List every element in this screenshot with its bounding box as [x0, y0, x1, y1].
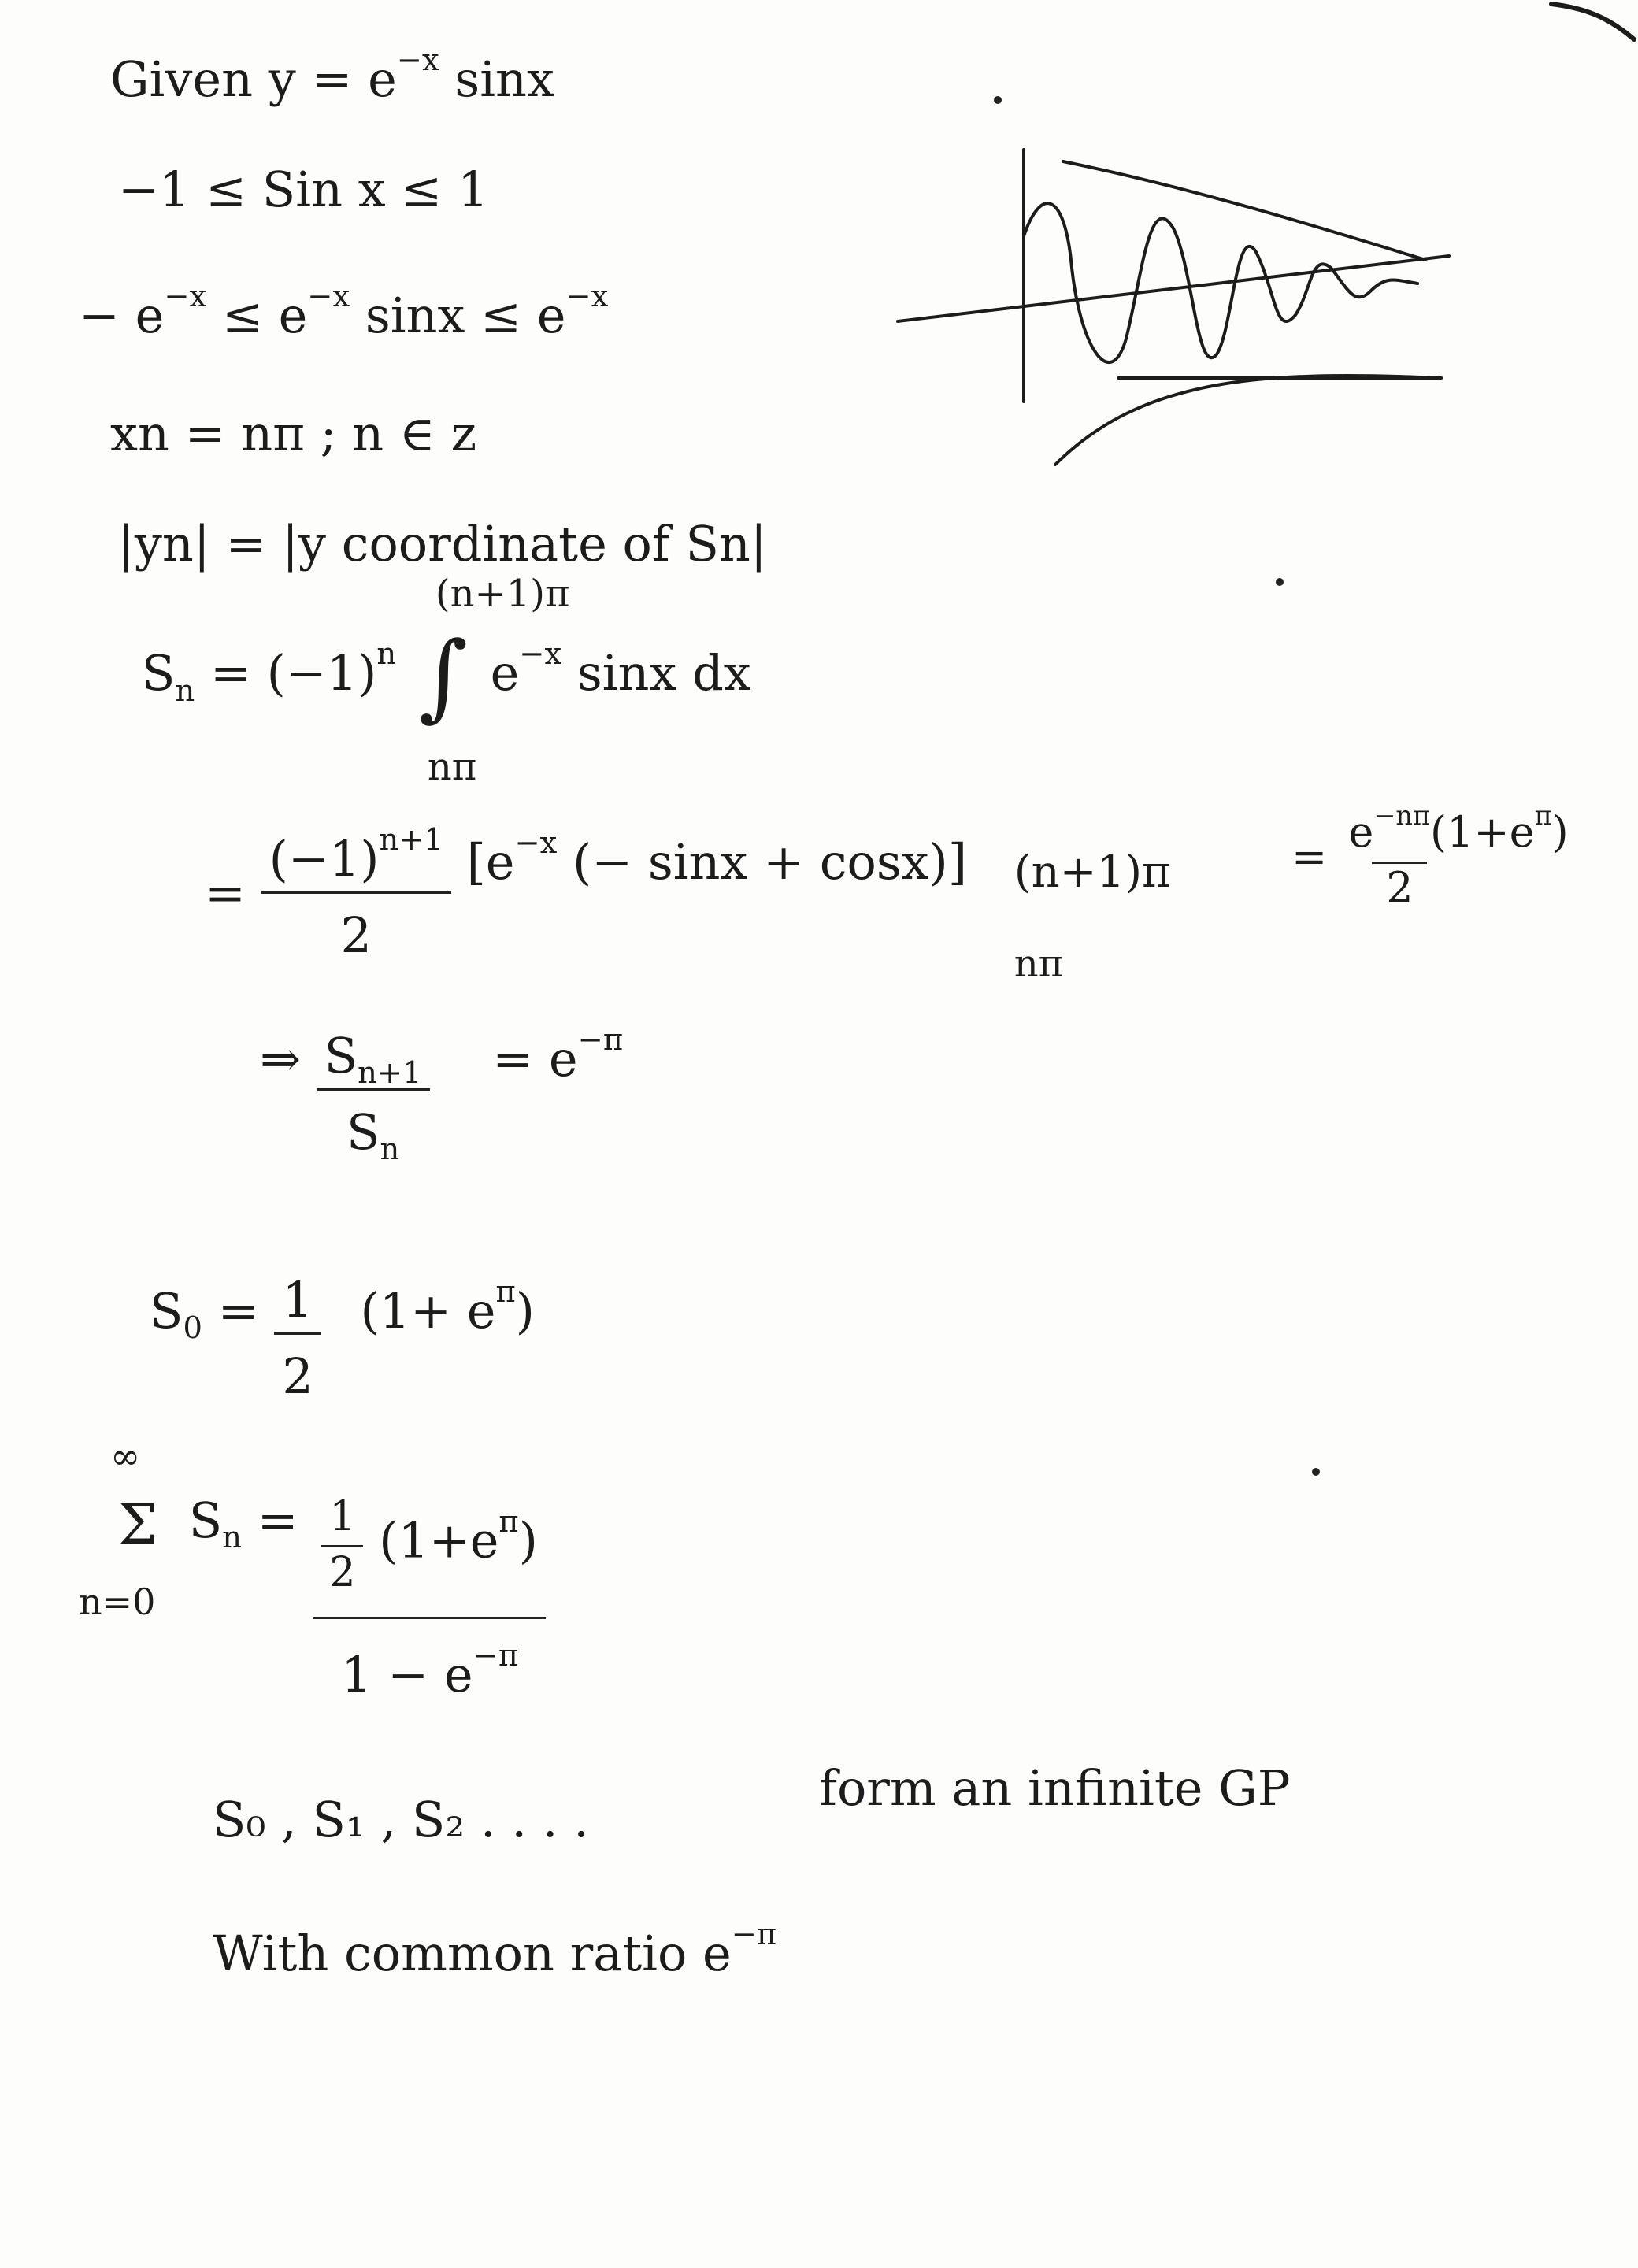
- s0-equation: [150, 1271, 535, 1405]
- s0-equals: =: [202, 1281, 275, 1340]
- sigma-upper: ∞: [110, 1434, 141, 1477]
- eval-result-base: e: [1348, 807, 1374, 857]
- sum-sn: S: [188, 1492, 223, 1549]
- ratio-rhs-exp: −π: [577, 1021, 624, 1058]
- sketch-lower-envelope: [1055, 376, 1441, 465]
- sum-den: 1 − e: [341, 1646, 473, 1703]
- sum-equation: [79, 1434, 546, 1703]
- eval-coef-den: 2: [340, 906, 372, 964]
- ratio-den: S: [346, 1103, 380, 1161]
- sine-bounds: [118, 161, 489, 218]
- common-ratio-exp: −π: [731, 1917, 777, 1953]
- sn-sign-factor: = (−1): [195, 644, 377, 702]
- bound-mid: ≤ e: [206, 287, 308, 344]
- eval-result-den: 2: [1372, 862, 1427, 910]
- ratio-fraction: [317, 1027, 430, 1168]
- sn-sign-exp: n: [376, 636, 397, 673]
- s0-tail: (1+ e: [360, 1281, 496, 1340]
- s0-close: ): [515, 1281, 535, 1340]
- eval-equals: =: [205, 864, 246, 922]
- gp-statement: [819, 1759, 1291, 1817]
- given-exponent: −x: [396, 43, 439, 79]
- given-tail: sinx: [439, 50, 554, 108]
- given-lead: Given y = e: [110, 50, 397, 108]
- sum-num-close: ): [518, 1511, 538, 1569]
- xn-text: xn = nπ ; n ∈ z: [110, 405, 477, 462]
- s0-den: 2: [282, 1347, 313, 1405]
- integral-upper-limit: (n+1)π: [435, 572, 570, 616]
- integral-sign: (n+1)π ∫ nπ: [418, 572, 570, 789]
- eval-result-fraction: [1340, 799, 1576, 913]
- ratio-rhs: = e: [492, 1029, 578, 1088]
- integral-lower-limit: nπ: [427, 745, 477, 789]
- yn-text: |yn| = |y coordinate of Sn|: [118, 515, 767, 573]
- sketch-x-axis: [898, 256, 1449, 321]
- bound-upper-exp: −x: [565, 279, 609, 315]
- sum-num-exp: π: [498, 1503, 519, 1540]
- common-ratio: [213, 1917, 777, 1982]
- eval-coef-num: (−1): [269, 830, 380, 888]
- exponential-bounds: [79, 279, 609, 344]
- ratio-den-sub: n: [380, 1132, 400, 1168]
- eval-bracket-open: [e: [466, 832, 515, 891]
- bound-lower: − e: [79, 287, 165, 344]
- sigma-lower: n=0: [79, 1580, 156, 1623]
- gp-sequence: [213, 1791, 589, 1848]
- integrand-base: e: [490, 644, 520, 702]
- sn-symbol: S: [142, 644, 176, 702]
- sigma-sign: Σ: [118, 1492, 158, 1557]
- eval-upper-limit: (n+1)π: [1014, 846, 1171, 898]
- eval-result-close: ): [1551, 807, 1569, 857]
- eval-coef-exp: n+1: [379, 822, 443, 858]
- s0-sub: 0: [183, 1310, 202, 1347]
- xn-definition: [110, 405, 477, 462]
- sum-fraction: [313, 1493, 546, 1703]
- sn-sub: n: [175, 673, 195, 709]
- s0-num: 1: [274, 1276, 321, 1335]
- sn-integral: [142, 572, 751, 789]
- eval-result-equals: =: [1292, 832, 1341, 882]
- eval-result: [1292, 799, 1577, 913]
- ratio-num: S: [324, 1027, 358, 1084]
- eval-result-tail-exp: π: [1534, 799, 1552, 831]
- stray-dot: [994, 96, 1002, 104]
- integral-evaluation: [205, 822, 1171, 986]
- sum-equals: =: [241, 1492, 314, 1549]
- ratio-equation: [260, 1021, 624, 1168]
- integrand-exp: −x: [519, 636, 562, 673]
- given-equation: [110, 43, 554, 108]
- s0-fraction: [274, 1271, 321, 1405]
- damped-sine-wave-sketch-icon: [882, 142, 1496, 488]
- gp-statement-text: form an infinite GP: [819, 1759, 1291, 1817]
- sum-num-paren: (1+e: [379, 1511, 499, 1569]
- common-ratio-text: With common ratio e: [213, 1925, 732, 1982]
- eval-lower-limit: nπ: [1014, 941, 1064, 986]
- eval-result-tail: (1+e: [1430, 807, 1535, 857]
- s0-symbol: S: [150, 1281, 183, 1340]
- sum-sn-sub: n: [222, 1520, 242, 1556]
- yn-definition: [118, 515, 767, 573]
- stray-dot: [1276, 578, 1284, 586]
- sigma-operator: [79, 1434, 173, 1623]
- corner-mark-icon: [1544, 0, 1638, 47]
- ratio-num-sub: n+1: [358, 1055, 422, 1091]
- bound-upper: sinx ≤ e: [350, 287, 566, 344]
- s0-tail-exp: π: [495, 1273, 516, 1310]
- bound-mid-exp: −x: [307, 279, 350, 315]
- implies-arrow: ⇒: [260, 1029, 301, 1088]
- integrand-tail: sinx dx: [561, 644, 751, 702]
- sine-bounds-text: −1 ≤ Sin x ≤ 1: [118, 161, 489, 218]
- bound-lower-exp: −x: [164, 279, 207, 315]
- sum-half-num: 1: [321, 1496, 363, 1547]
- stray-dot: [1312, 1468, 1320, 1476]
- eval-coefficient: [261, 822, 451, 964]
- eval-bracket-exp: −x: [514, 825, 558, 861]
- gp-sequence-terms: S₀ , S₁ , S₂ . . . .: [213, 1791, 589, 1848]
- sum-half: [321, 1493, 363, 1596]
- sum-half-den: 2: [329, 1549, 356, 1596]
- eval-result-exp: −nπ: [1373, 799, 1430, 831]
- sketch-upper-envelope: [1063, 161, 1425, 260]
- sum-den-exp: −π: [472, 1638, 519, 1674]
- eval-inner: (− sinx + cosx)]: [557, 832, 968, 891]
